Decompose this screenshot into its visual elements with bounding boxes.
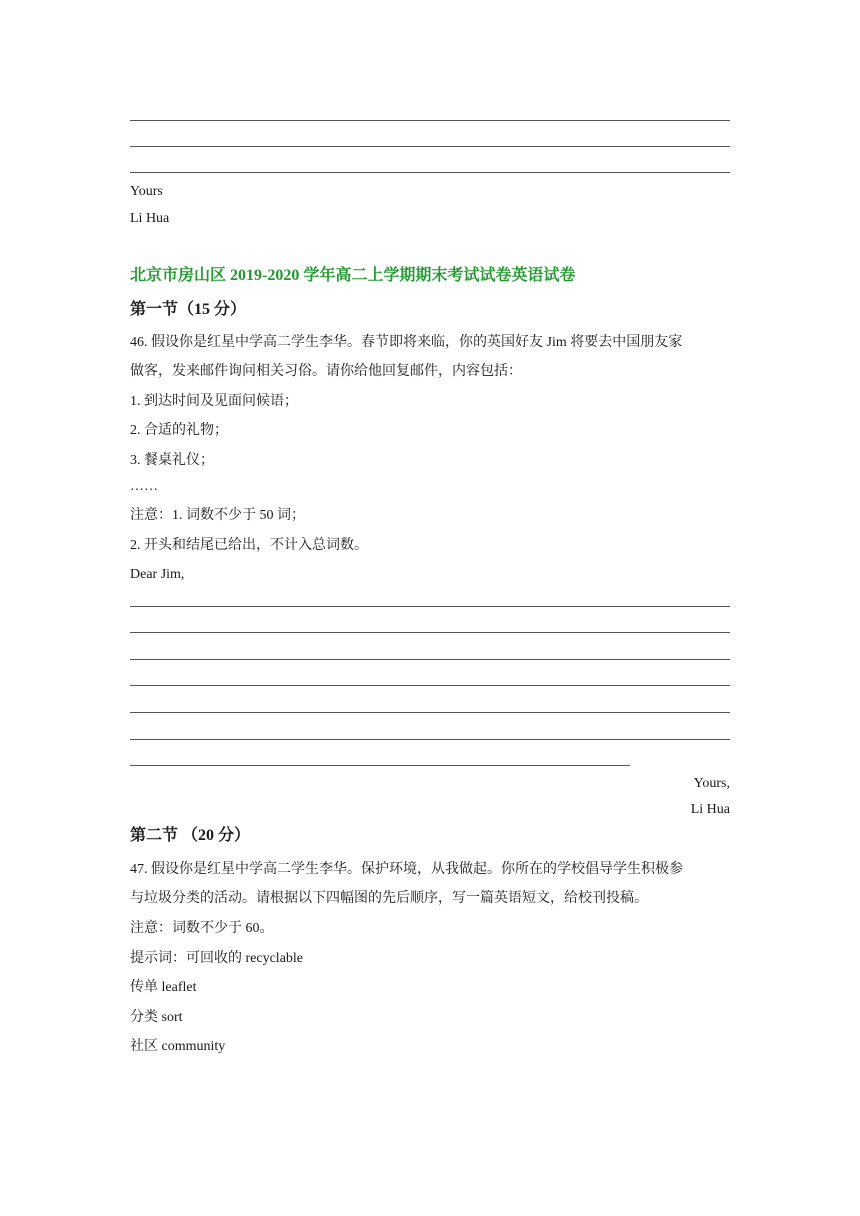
answer-line [130, 685, 730, 686]
section1-prompt-line2: 做客，发来邮件询问相关习俗。请你给他回复邮件，内容包括： [130, 364, 522, 379]
section2-hint1: 提示词：可回收的 recyclable [130, 951, 304, 966]
top-closing: Yours [130, 184, 163, 199]
section1-heading: 第一节（15 分） [130, 301, 247, 318]
answer-line [130, 120, 730, 121]
section1-closing: Yours, [693, 776, 730, 791]
document-title: 北京市房山区 2019-2020 学年高二上学期期末考试试卷英语试卷 [130, 267, 576, 284]
section1-prompt-line1: 46. 假设你是红星中学高二学生李华。春节即将来临，你的英国好友 Jim 将要去中国朋友家 [130, 335, 683, 350]
answer-line [130, 632, 730, 633]
answer-line [130, 146, 730, 147]
section2-hint2: 传单 leaflet [130, 980, 197, 995]
answer-line [130, 172, 730, 173]
section2-hint4: 社区 community [130, 1039, 226, 1054]
section2-note: 注意：词数不少于 60。 [130, 921, 274, 936]
answer-line [130, 606, 730, 607]
answer-line [130, 712, 730, 713]
section2-heading: 第二节 （20 分） [130, 827, 251, 844]
answer-line [130, 739, 730, 740]
top-signature: Li Hua [130, 211, 170, 226]
section1-note1: 注意：1. 词数不少于 50 词； [130, 508, 305, 523]
section2-prompt-line1: 47. 假设你是红星中学高二学生李华。保护环境，从我做起。你所在的学校倡导学生积极参 [130, 862, 683, 877]
section1-note2: 2. 开头和结尾已给出，不计入总词数。 [130, 538, 368, 553]
section2-prompt-line2: 与垃圾分类的活动。请根据以下四幅图的先后顺序，写一篇英语短文，给校刊投稿。 [130, 891, 648, 906]
answer-line [130, 659, 730, 660]
section1-item-1: 1. 到达时间及见面问候语； [130, 394, 298, 409]
section1-salutation: Dear Jim, [130, 567, 185, 582]
answer-line [130, 765, 630, 766]
section2-hint3: 分类 sort [130, 1010, 183, 1025]
section1-item-3: 3. 餐桌礼仪； [130, 453, 214, 468]
section1-item-2: 2. 合适的礼物； [130, 423, 228, 438]
section1-ellipsis: …… [130, 479, 158, 494]
section1-signature: Li Hua [690, 802, 730, 817]
